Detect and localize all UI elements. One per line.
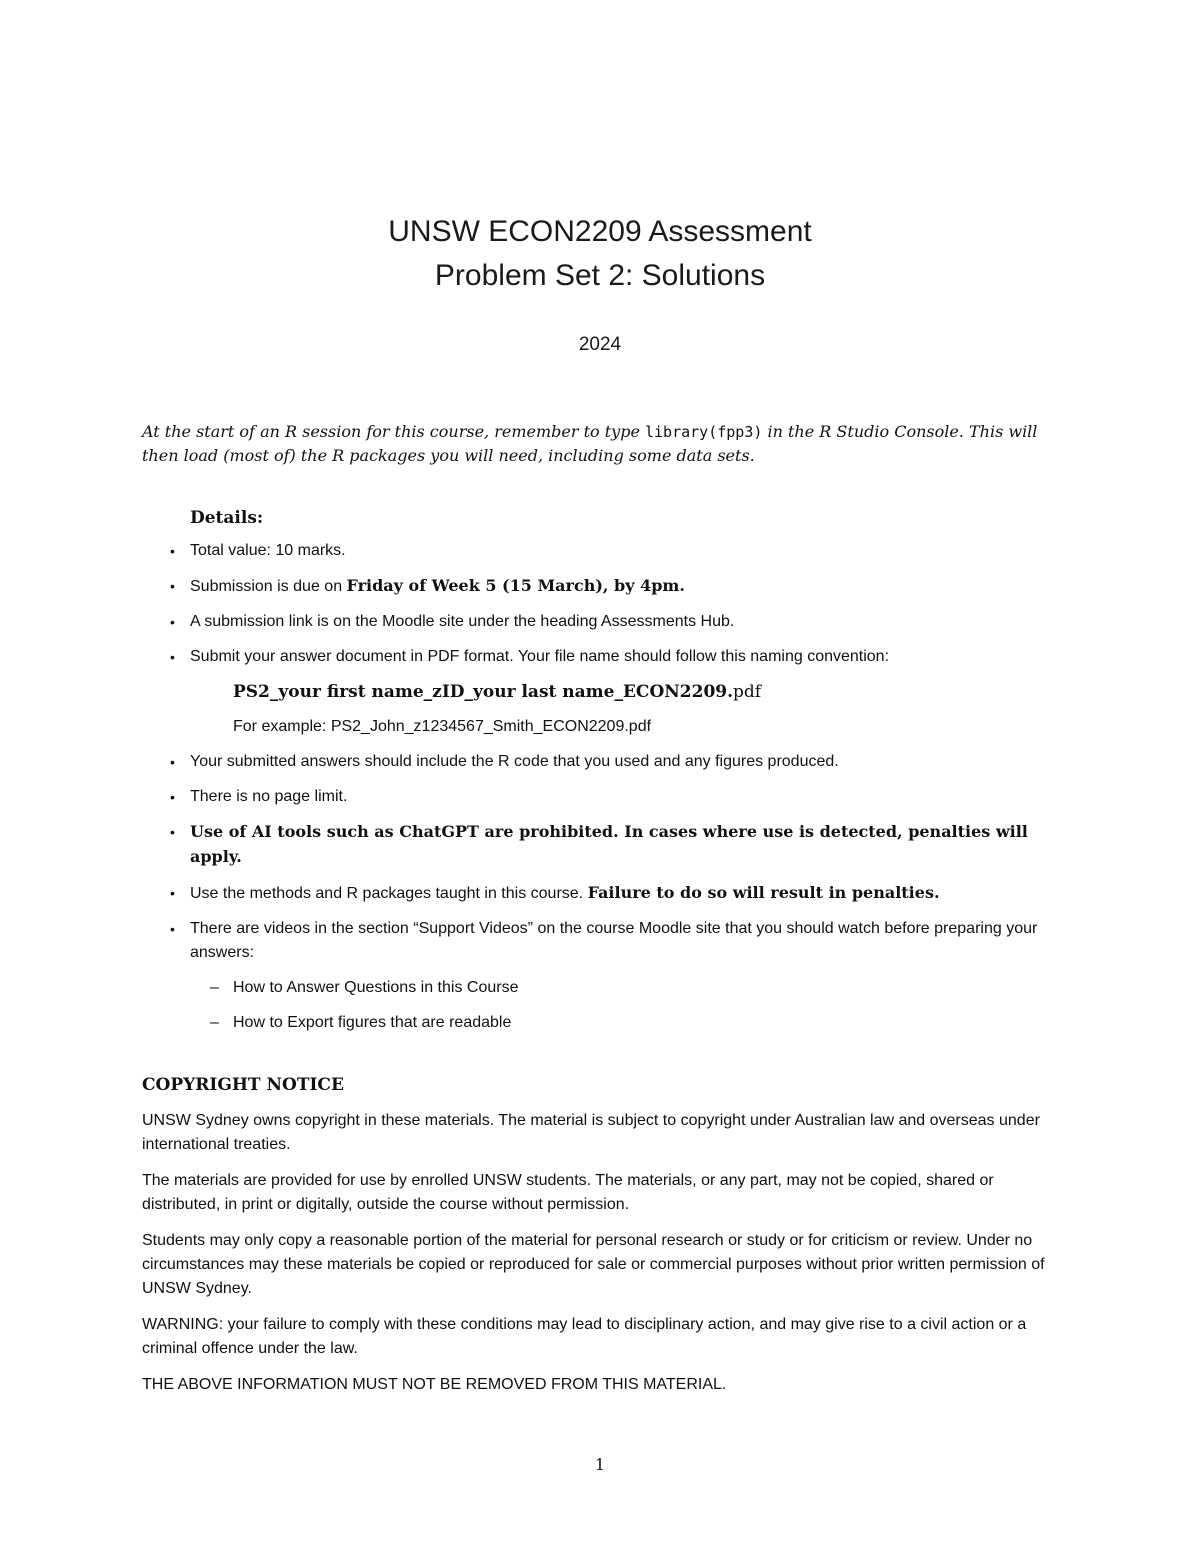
list-item	[162, 785, 1062, 809]
intro-text-2: in the R Studio Console. This will then load (most of) the R packages you will need, including some data sets.	[142, 422, 1038, 465]
copyright-paragraph: The materials are provided for use by enrolled UNSW students. The materials, or any part, may not be copied, shared or distributed, in print or digitally, outside the course without permission.	[142, 1172, 994, 1213]
list-item	[162, 645, 1062, 739]
page-number: 1	[594, 1455, 606, 1474]
methods-text: Use the methods and R packages taught in this course.	[190, 885, 588, 902]
copyright-section	[142, 1073, 1060, 1409]
document-year: 2024	[578, 334, 622, 355]
title-line-1: UNSW ECON2209 Assessment	[388, 215, 812, 248]
video-item-label: How to Export figures that are readable	[233, 1014, 512, 1031]
bullet-icon: •	[170, 824, 175, 840]
filename-bold: PS2_your first name_zID_your last name_ECON2209.	[233, 682, 734, 702]
bullet-icon: •	[170, 578, 175, 594]
copyright-paragraph: UNSW Sydney owns copyright in these materials. The material is subject to copyright under Australian law and overseas under international treaties.	[142, 1112, 1040, 1153]
video-list	[190, 976, 1062, 1035]
intro-text-1: At the start of an R session for this course, remember to type	[142, 422, 645, 441]
rcode-text: Your submitted answers should include the R code that you used and any figures produced.	[190, 753, 839, 770]
list-item	[162, 539, 1062, 563]
bullet-icon: •	[170, 614, 175, 630]
bullet-icon: •	[170, 649, 175, 665]
document-title	[0, 210, 1200, 298]
list-item	[162, 750, 1062, 774]
details-heading: Details:	[190, 508, 264, 528]
list-item	[162, 917, 1062, 1035]
copyright-paragraph: Students may only copy a reasonable portion of the material for personal research or study or for criticism or review. Under no circumstances may these materials be copied or reproduced for sale or commercial purposes without prior written permission of UNSW Sydney.	[142, 1232, 1045, 1297]
submission-text: Submission is due on	[190, 578, 347, 595]
bullet-icon: •	[170, 754, 175, 770]
copyright-warning: WARNING: your failure to comply with these conditions may lead to disciplinary action, and may give rise to a civil action or a criminal offence under the law.	[142, 1316, 1027, 1357]
copyright-heading: COPYRIGHT NOTICE	[142, 1075, 344, 1095]
filename-convention	[190, 680, 1062, 704]
dash-icon: –	[210, 979, 219, 996]
intro-code: library(fpp3)	[645, 423, 763, 441]
filename-example: For example: PS2_John_z1234567_Smith_ECON2209.pdf	[233, 718, 652, 735]
bullet-icon: •	[170, 543, 175, 559]
total-value: Total value: 10 marks.	[190, 542, 346, 559]
bullet-icon: •	[170, 789, 175, 805]
submission-deadline: Friday of Week 5 (15 March), by 4pm.	[346, 576, 685, 595]
details-list	[162, 539, 1062, 1046]
dash-icon: –	[210, 1014, 219, 1031]
list-item	[162, 820, 1062, 870]
list-item	[162, 574, 1062, 599]
methods-penalty: Failure to do so will result in penalties.	[587, 883, 940, 902]
ai-warning: Use of AI tools such as ChatGPT are prohibited. In cases where use is detected, penalties will apply.	[190, 822, 1028, 866]
videos-text: There are videos in the section “Support Videos” on the course Moodle site that you should watch before preparing your answers:	[190, 920, 1038, 961]
pdf-format-text: Submit your answer document in PDF format. Your file name should follow this naming convention:	[190, 648, 890, 665]
submission-link-text: A submission link is on the Moodle site under the heading Assessments Hub.	[190, 613, 735, 630]
filename-ext: pdf	[733, 682, 762, 702]
video-item	[190, 976, 1062, 1000]
intro-paragraph	[142, 420, 1060, 468]
bullet-icon: •	[170, 921, 175, 937]
bullet-icon: •	[170, 885, 175, 901]
video-item-label: How to Answer Questions in this Course	[233, 979, 519, 996]
list-item	[162, 610, 1062, 634]
list-item	[162, 881, 1062, 906]
page-limit-text: There is no page limit.	[190, 788, 348, 805]
copyright-final: THE ABOVE INFORMATION MUST NOT BE REMOVED FROM THIS MATERIAL.	[142, 1376, 727, 1393]
title-line-2: Problem Set 2: Solutions	[434, 259, 766, 292]
video-item	[190, 1011, 1062, 1035]
